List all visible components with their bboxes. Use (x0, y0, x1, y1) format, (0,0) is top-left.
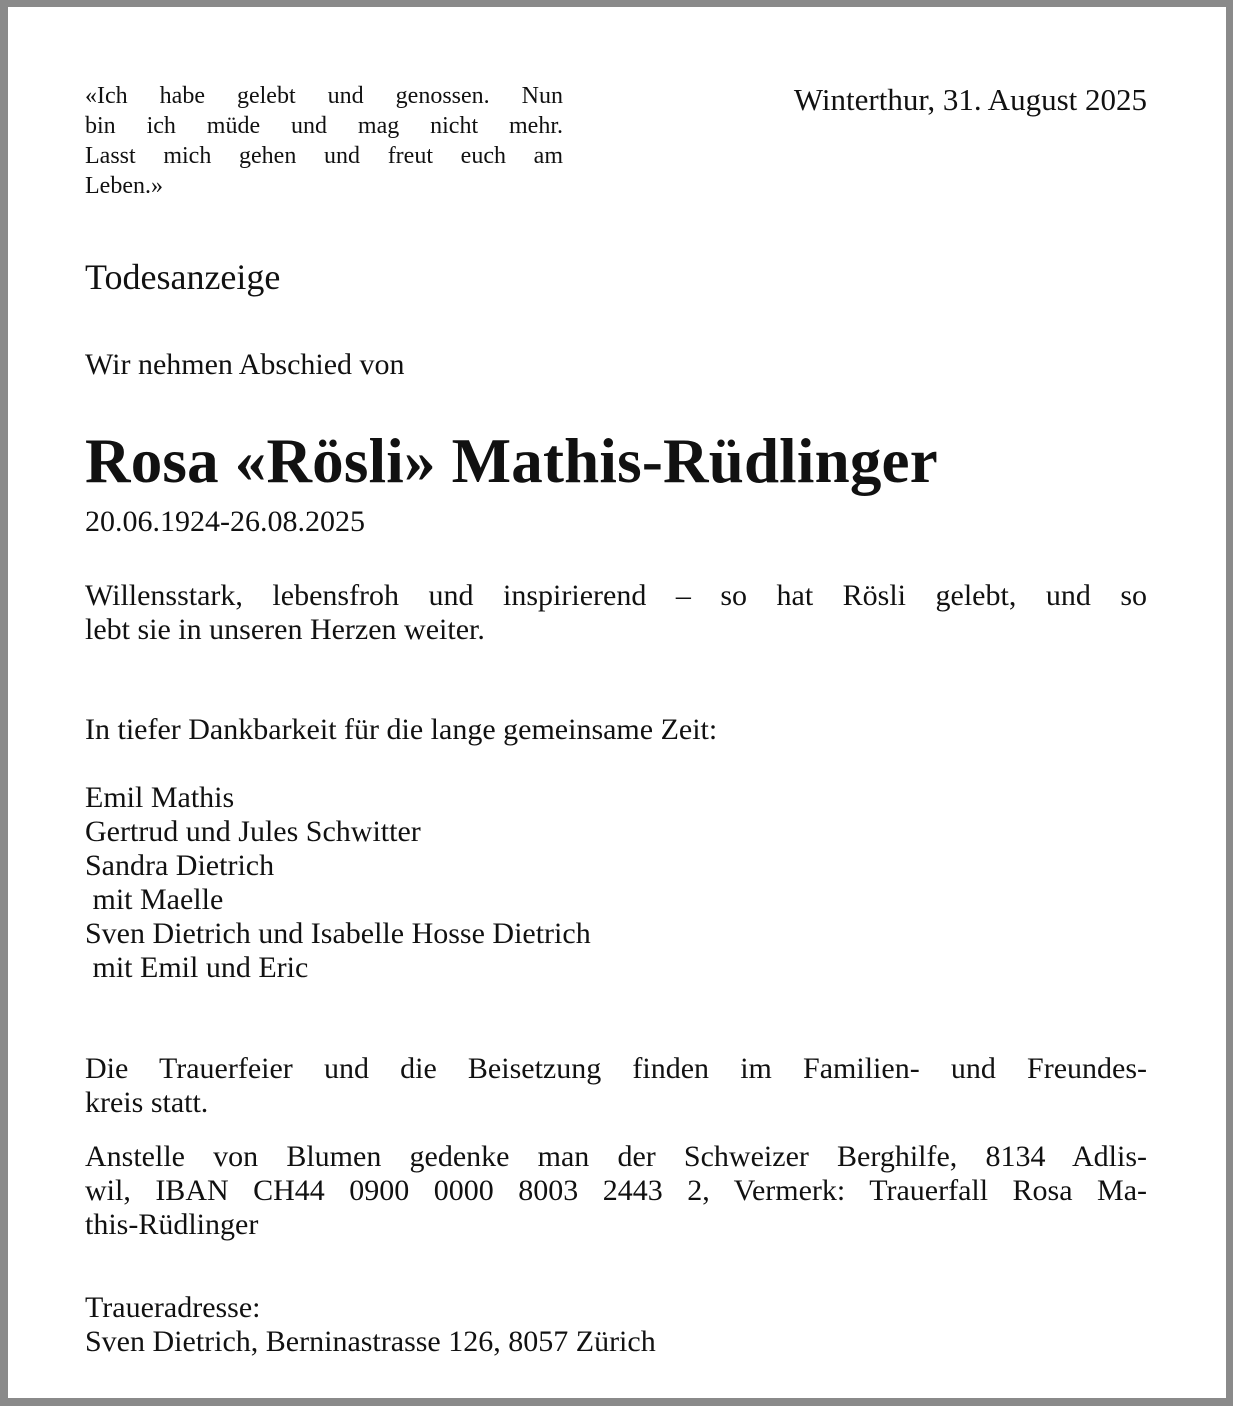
life-dates: 20.06.1924-26.08.2025 (85, 505, 365, 538)
donation-line: wil, IBAN CH44 0900 0000 8003 2443 2, Vermerk: Trauerfall Rosa Ma- (85, 1174, 1147, 1207)
mourner-line: mit Maelle (85, 883, 224, 916)
address-label: Traueradresse: (85, 1291, 261, 1324)
quote-line: «Ich habe gelebt und genossen. Nun (85, 83, 563, 109)
mourner-line: mit Emil und Eric (85, 951, 309, 984)
obituary-page (8, 7, 1226, 1398)
gratitude-line: In tiefer Dankbarkeit für die lange gemeinsame Zeit: (85, 713, 718, 746)
farewell-intro: Wir nehmen Abschied von (85, 348, 405, 381)
opening-quote (85, 81, 563, 201)
donation-line: this-Rüdlinger (85, 1208, 259, 1241)
tribute-line: lebt sie in unseren Herzen weiter. (85, 613, 485, 646)
page-title: Todesanzeige (85, 257, 281, 297)
tribute-line: Willensstark, lebensfroh und inspirierend – so hat Rösli gelebt, und so (85, 579, 1147, 612)
ceremony-line: Die Trauerfeier und die Beisetzung finden im Familien- und Freundes- (85, 1052, 1147, 1085)
quote-line: bin ich müde und mag nicht mehr. (85, 113, 563, 139)
mourner-line: Gertrud und Jules Schwitter (85, 815, 421, 848)
mourner-line: Emil Mathis (85, 781, 235, 814)
donation-line: Anstelle von Blumen gedenke man der Schweizer Berghilfe, 8134 Adlis- (85, 1140, 1147, 1173)
place-date: Winterthur, 31. August 2025 (793, 82, 1147, 117)
address-line: Sven Dietrich, Berninastrasse 126, 8057 Zürich (85, 1325, 656, 1358)
mourner-line: Sven Dietrich und Isabelle Hosse Dietrich (85, 917, 591, 950)
quote-line: Leben.» (85, 173, 163, 199)
mourning-address (85, 1291, 1147, 1359)
gratitude-text (85, 713, 1147, 747)
deceased-name: Rosa «Rösli» Mathis-Rüdlinger (85, 426, 938, 496)
ceremony-line: kreis statt. (85, 1086, 209, 1119)
mourners-list (85, 781, 1147, 985)
quote-line: Lasst mich gehen und freut euch am (85, 143, 563, 169)
mourner-line: Sandra Dietrich (85, 849, 275, 882)
tribute-text (85, 579, 1147, 647)
ceremony-notice (85, 1052, 1147, 1120)
donation-notice (85, 1140, 1147, 1242)
